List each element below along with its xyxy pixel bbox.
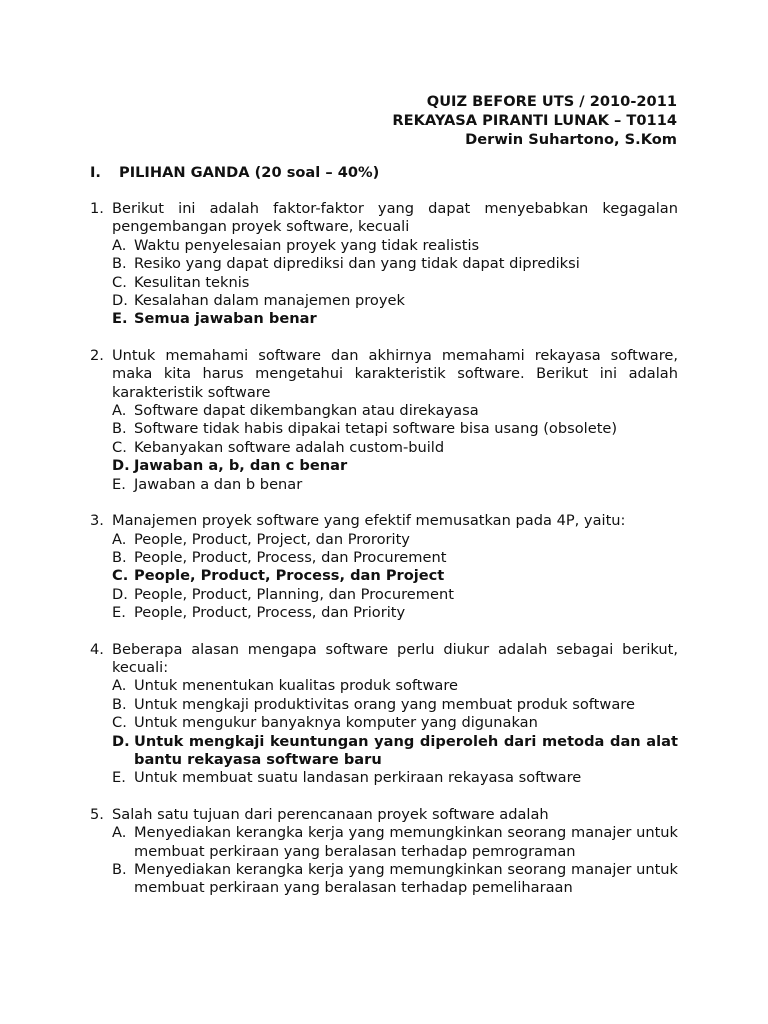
- option-letter: B.: [112, 420, 127, 438]
- option-text: Resiko yang dapat diprediksi dan yang tidak dapat diprediksi: [134, 255, 580, 273]
- option-text: Semua jawaban benar: [134, 310, 317, 328]
- course-title: REKAYASA PIRANTI LUNAK – T0114: [392, 112, 677, 129]
- option-text: Menyediakan kerangka kerja yang memungkinkan seorang manajer untuk membuat perkiraan yang beralasan terhadap pemeliharaan: [134, 861, 678, 897]
- answer-option: [112, 476, 678, 494]
- answer-option: [112, 439, 678, 457]
- option-letter: A.: [112, 236, 127, 254]
- question-list: [90, 200, 678, 916]
- option-text: Jawaban a dan b benar: [134, 475, 303, 493]
- question-stem: Untuk memahami software dan akhirnya memahami rekayasa software, maka kita harus mengetahui karakteristik software. Berikut ini adalah karakteristik software: [112, 346, 678, 401]
- answer-option: [112, 714, 678, 732]
- answer-option: [112, 677, 678, 695]
- option-text: Jawaban a, b, dan c benar: [134, 457, 348, 475]
- section-number: I.: [90, 164, 101, 181]
- question-stem: Salah satu tujuan dari perencanaan proyek software adalah: [112, 805, 549, 823]
- option-text: People, Product, Process, dan Project: [134, 567, 445, 585]
- question-body: [112, 806, 678, 898]
- option-text: Untuk membuat suatu landasan perkiraan rekayasa software: [134, 769, 582, 787]
- option-letter: E.: [112, 310, 128, 328]
- option-letter: D.: [112, 292, 128, 310]
- answer-option-correct: [112, 567, 678, 585]
- document-header: [392, 92, 677, 149]
- answer-option: [112, 255, 678, 273]
- option-letter: D.: [112, 732, 130, 750]
- option-letter: E.: [112, 604, 126, 622]
- question-number: 4.: [90, 640, 104, 658]
- option-text: Kebanyakan software adalah custom-build: [134, 438, 445, 456]
- option-letter: D.: [112, 585, 128, 603]
- option-letter: B.: [112, 861, 127, 878]
- question-stem: Manajemen proyek software yang efektif memusatkan pada 4P, yaitu:: [112, 512, 626, 530]
- answer-option: [112, 824, 678, 861]
- question-body: [112, 200, 678, 329]
- question-number: 1.: [90, 200, 104, 217]
- author-name: Derwin Suhartono, S.Kom: [465, 131, 677, 148]
- question-number: 2.: [90, 346, 104, 364]
- answer-option: [112, 696, 678, 714]
- answer-option: [112, 604, 678, 622]
- option-text: Untuk mengkaji produktivitas orang yang membuat produk software: [134, 695, 635, 713]
- option-text: People, Product, Process, dan Priority: [134, 604, 406, 622]
- option-letter: E.: [112, 769, 126, 787]
- question-number: 3.: [90, 512, 104, 530]
- answer-option: [112, 531, 678, 549]
- answer-option: [112, 420, 678, 438]
- section-heading: [90, 164, 379, 182]
- question-body: [112, 641, 678, 788]
- option-text: Untuk menentukan kualitas produk software: [134, 677, 459, 695]
- option-text: Kesalahan dalam manajemen proyek: [134, 292, 405, 310]
- question-body: [112, 347, 678, 494]
- option-letter: B.: [112, 548, 127, 566]
- option-letter: C.: [112, 438, 127, 456]
- option-text: Software dapat dikembangkan atau direkayasa: [134, 402, 479, 420]
- answer-option: [112, 586, 678, 604]
- option-text: Kesulitan teknis: [134, 273, 250, 291]
- option-text: People, Product, Planning, dan Procurement: [134, 585, 454, 603]
- option-letter: B.: [112, 695, 127, 713]
- answer-option: [112, 549, 678, 567]
- option-letter: C.: [112, 567, 129, 585]
- answer-option: [112, 274, 678, 292]
- option-letter: B.: [112, 255, 127, 273]
- option-letter: E.: [112, 475, 126, 493]
- question-stem: Berikut ini adalah faktor-faktor yang dapat menyebabkan kegagalan pengembangan proyek software, kecuali: [112, 200, 678, 236]
- answer-option: [112, 769, 678, 787]
- option-letter: C.: [112, 273, 127, 291]
- answer-option-correct: [112, 733, 678, 770]
- option-letter: A.: [112, 677, 127, 695]
- answer-option-correct: [112, 310, 678, 328]
- question-item: [90, 200, 678, 329]
- question-item: [90, 347, 678, 494]
- section-title: PILIHAN GANDA (20 soal – 40%): [119, 164, 380, 181]
- quiz-title: QUIZ BEFORE UTS / 2010-2011: [426, 93, 677, 110]
- answer-option: [112, 292, 678, 310]
- option-text: Untuk mengkaji keuntungan yang diperoleh dari metoda dan alat bantu rekayasa software baru: [134, 732, 678, 768]
- option-text: Menyediakan kerangka kerja yang memungkinkan seorang manajer untuk membuat perkiraan yang beralasan terhadap pemrograman: [134, 824, 678, 860]
- question-item: [90, 806, 678, 898]
- question-number: 5.: [90, 805, 104, 823]
- option-letter: A.: [112, 402, 127, 420]
- question-item: [90, 512, 678, 622]
- answer-option: [112, 402, 678, 420]
- option-letter: C.: [112, 714, 127, 732]
- option-text: Waktu penyelesaian proyek yang tidak realistis: [134, 236, 480, 254]
- answer-option: [112, 237, 678, 255]
- question-item: [90, 641, 678, 788]
- option-text: People, Product, Process, dan Procurement: [134, 548, 447, 566]
- option-letter: A.: [112, 530, 127, 548]
- question-body: [112, 512, 678, 622]
- answer-option: [112, 861, 678, 898]
- option-text: People, Product, Project, dan Prorority: [134, 530, 410, 548]
- option-text: Software tidak habis dipakai tetapi software bisa usang (obsolete): [134, 420, 618, 438]
- option-letter: A.: [112, 824, 127, 842]
- question-stem: Beberapa alasan mengapa software perlu diukur adalah sebagai berikut, kecuali:: [112, 640, 678, 676]
- option-letter: D.: [112, 457, 130, 475]
- option-text: Untuk mengukur banyaknya komputer yang digunakan: [134, 714, 538, 732]
- answer-option-correct: [112, 457, 678, 475]
